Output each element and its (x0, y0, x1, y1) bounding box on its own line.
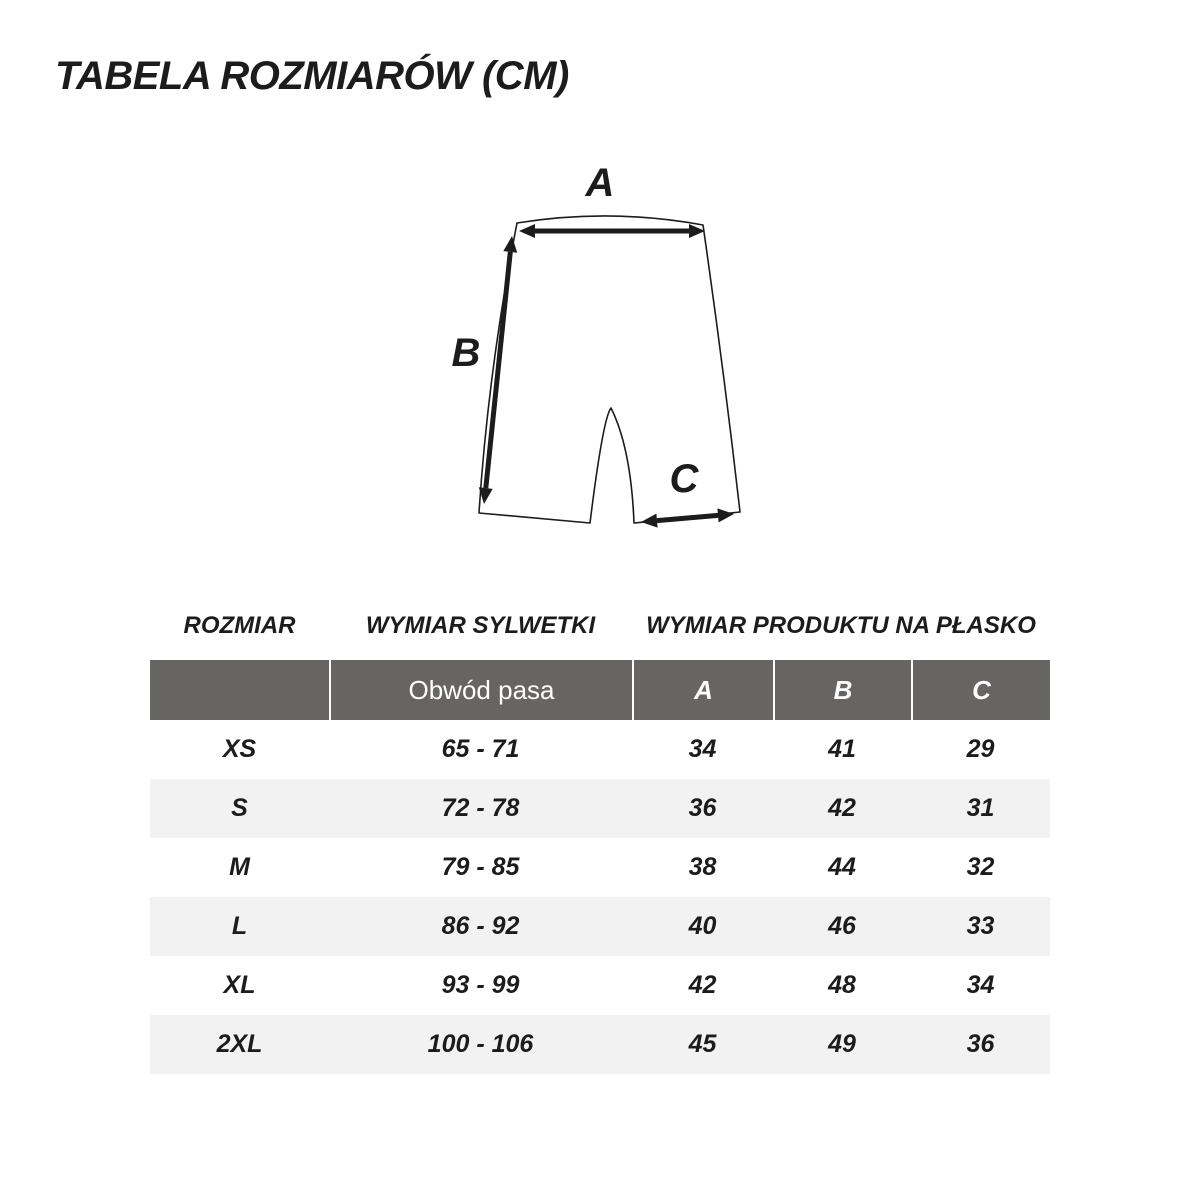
value-b: 42 (828, 794, 856, 822)
group-header-wymiar-sylwetki: WYMIAR SYLWETKI (365, 612, 596, 639)
value-a: 34 (688, 735, 717, 763)
table-row-m (150, 838, 1050, 897)
diagram-label-a: A (585, 161, 615, 205)
size-label: M (229, 853, 250, 881)
value-b: 49 (828, 1030, 856, 1058)
diagram-label-b: B (451, 331, 481, 375)
arrow-a (519, 224, 705, 238)
size-label: S (231, 794, 248, 822)
table-row-l (150, 897, 1050, 956)
value-b: 48 (828, 971, 856, 999)
group-header-rozmiar: ROZMIAR (183, 612, 296, 639)
header-cell-empty (150, 660, 329, 720)
value-c: 29 (966, 735, 995, 763)
size-table (150, 660, 1050, 1074)
value-c: 31 (966, 794, 995, 822)
value-a: 38 (688, 853, 717, 881)
arrow-c (641, 508, 734, 527)
value-a: 40 (688, 912, 717, 940)
size-label: 2XL (216, 1030, 263, 1058)
diagram-label-c: C (669, 457, 699, 501)
arrow-b (479, 236, 517, 504)
table-row-s (150, 779, 1050, 838)
waist-range: 93 - 99 (441, 971, 520, 999)
value-c: 32 (966, 853, 995, 881)
header-cell-a: A (632, 660, 773, 720)
header-cell-waist: Obwód pasa (329, 660, 632, 720)
value-b: 46 (828, 912, 856, 940)
table-group-headers (0, 612, 1200, 648)
table-row-2xl (150, 1015, 1050, 1074)
table-row-xl (150, 956, 1050, 1015)
value-a: 45 (688, 1030, 717, 1058)
header-cell-b: B (773, 660, 911, 720)
shorts-diagram (430, 150, 770, 570)
page-title: TABELA ROZMIARÓW (CM) (55, 54, 569, 98)
value-b: 41 (828, 735, 856, 763)
size-label: L (231, 912, 248, 940)
table-row-xs (150, 720, 1050, 779)
waist-range: 72 - 78 (441, 794, 520, 822)
size-label: XL (223, 971, 256, 999)
waist-range: 100 - 106 (427, 1030, 534, 1058)
waist-range: 86 - 92 (441, 912, 520, 940)
table-header-row (150, 660, 1050, 720)
value-c: 34 (966, 971, 995, 999)
value-a: 42 (688, 971, 717, 999)
value-c: 36 (966, 1030, 995, 1058)
shorts-outline (479, 216, 740, 523)
size-label: XS (222, 735, 257, 763)
header-cell-c: C (911, 660, 1050, 720)
value-c: 33 (966, 912, 995, 940)
waist-range: 79 - 85 (441, 853, 520, 881)
value-b: 44 (828, 853, 856, 881)
value-a: 36 (688, 794, 717, 822)
group-header-wymiar-produktu: WYMIAR PRODUKTU NA PŁASKO (646, 612, 1036, 639)
waist-range: 65 - 71 (441, 735, 520, 763)
